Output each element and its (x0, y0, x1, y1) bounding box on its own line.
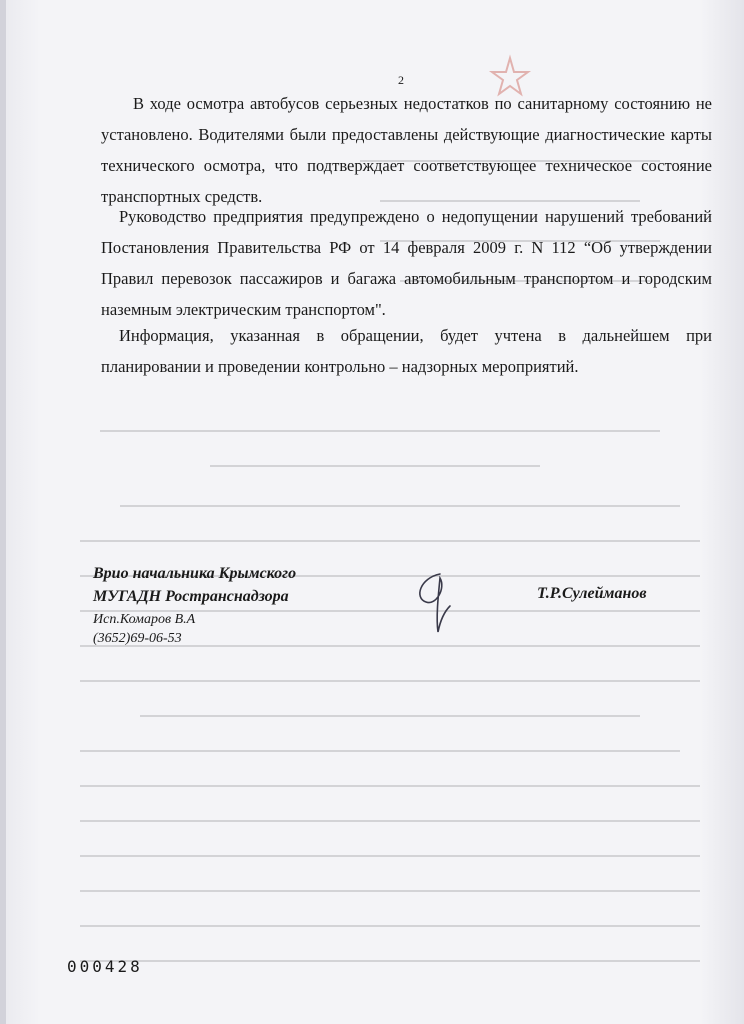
signatory-title-line2: МУГАДН Ространснадзора (93, 588, 289, 605)
paragraph-inspection-result: В ходе осмотра автобусов серьезных недостатков по санитарному состоянию не установлено. Водителями были предоставлены действующие диагностические карты технического осмотра, что подтверждает соответствующее техническое состояние транспортных средств. (101, 94, 712, 206)
signatory-title-line1: Врио начальника Крымского (93, 565, 297, 582)
executor-info (93, 610, 195, 648)
serial-number: 000428 (67, 957, 143, 976)
executor-name: Исп.Комаров В.А (93, 612, 196, 627)
page-number: 2 (398, 73, 404, 87)
signatory-title (93, 562, 296, 608)
paragraph-information-note: Информация, указанная в обращении, будет учтена в дальнейшем при планировании и проведении контрольно – надзорных мероприятий. (101, 326, 712, 376)
paragraph-management-warning: Руководство предприятия предупреждено о недопущении нарушений требований Постановления Правительства РФ от 14 февраля 2009 г. N 112 “Об утверждении Правил перевозок пассажиров и багажа автомобильным транспортом и городским наземным электрическим транспортом". (101, 207, 712, 319)
executor-phone: (3652)69-06-53 (93, 631, 182, 646)
page-edge (0, 0, 6, 1024)
signatory-name: Т.Р.Сулейманов (537, 585, 647, 602)
handwritten-signature-icon (400, 568, 470, 638)
